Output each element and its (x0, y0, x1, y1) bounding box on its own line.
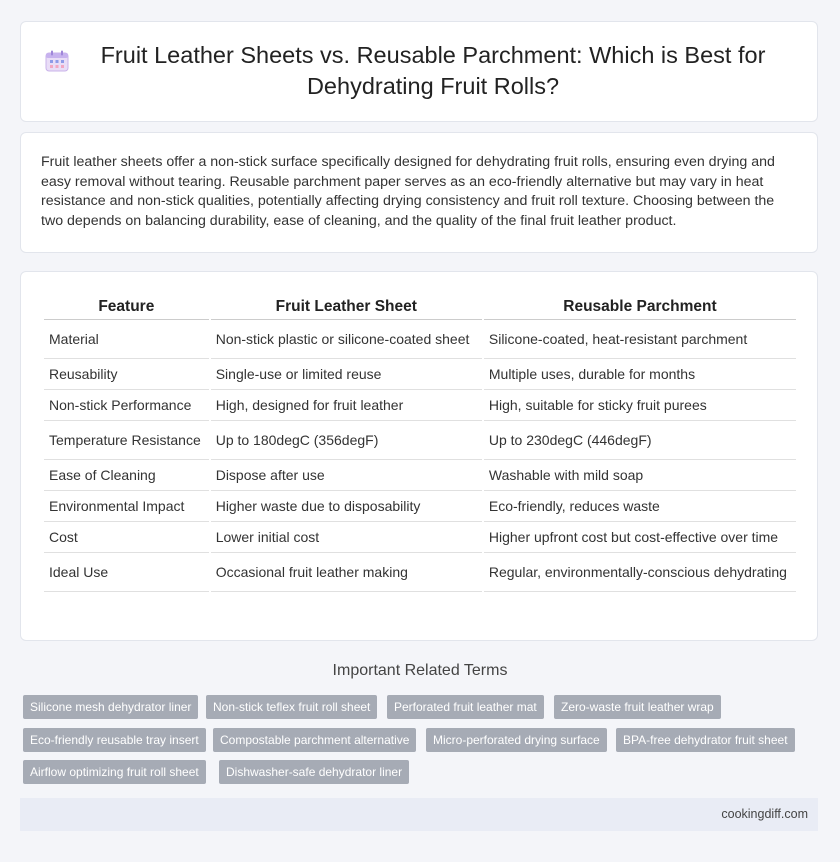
table-cell: Environmental Impact (44, 491, 209, 522)
footer-bar (20, 798, 818, 831)
table-row (44, 553, 796, 592)
column-header-fruit-leather-sheet: Fruit Leather Sheet (211, 294, 482, 320)
related-term-tag[interactable]: Dishwasher-safe dehydrator liner (219, 760, 409, 784)
table-header-row (44, 294, 796, 320)
related-term-tag[interactable]: BPA-free dehydrator fruit sheet (616, 728, 795, 752)
table-cell: Lower initial cost (211, 522, 482, 553)
table-cell: Cost (44, 522, 209, 553)
table-cell: Single-use or limited reuse (211, 359, 482, 390)
table-cell: High, suitable for sticky fruit purees (484, 390, 796, 421)
table-cell: Non-stick Performance (44, 390, 209, 421)
table-cell: High, designed for fruit leather (211, 390, 482, 421)
table-cell: Dispose after use (211, 460, 482, 491)
intro-paragraph: Fruit leather sheets offer a non-stick surface specifically designed for dehydrating fruit rolls, ensuring even drying and easy removal without tearing. Reusable parchment paper serves as an eco-friendly alternative but may vary in heat resistance and non-stick qualities, potentially affecting drying consistency and fruit roll texture. Choosing between the two depends on balancing durability, ease of cleaning, and the quality of the final fruit leather product. (41, 154, 775, 229)
table-cell: Non-stick plastic or silicone-coated sheet (211, 320, 482, 359)
table-cell: Ease of Cleaning (44, 460, 209, 491)
header-card (20, 21, 818, 122)
table-cell: Regular, environmentally-conscious dehydrating (484, 553, 796, 592)
related-term-tag[interactable]: Eco-friendly reusable tray insert (23, 728, 206, 752)
column-header-feature: Feature (44, 294, 209, 320)
table-cell: Multiple uses, durable for months (484, 359, 796, 390)
table-cell: Up to 230degC (446degF) (484, 421, 796, 460)
table-cell: Higher upfront cost but cost-effective over time (484, 522, 796, 553)
table-row (44, 359, 796, 390)
table-row (44, 390, 796, 421)
table-cell: Eco-friendly, reduces waste (484, 491, 796, 522)
table-cell: Reusability (44, 359, 209, 390)
table-cell: Higher waste due to disposability (211, 491, 482, 522)
column-header-reusable-parchment: Reusable Parchment (484, 294, 796, 320)
table-row (44, 491, 796, 522)
related-term-tag[interactable]: Perforated fruit leather mat (387, 695, 544, 719)
footer-site-link[interactable]: cookingdiff.com (721, 807, 808, 821)
comparison-table (42, 294, 798, 592)
table-cell: Material (44, 320, 209, 359)
table-cell: Temperature Resistance (44, 421, 209, 460)
related-term-tag[interactable]: Micro-perforated drying surface (426, 728, 607, 752)
table-row (44, 522, 796, 553)
related-term-tag[interactable]: Airflow optimizing fruit roll sheet (23, 760, 206, 784)
table-cell: Ideal Use (44, 553, 209, 592)
related-terms-heading: Important Related Terms (332, 662, 508, 679)
table-row (44, 460, 796, 491)
related-term-tag[interactable]: Zero-waste fruit leather wrap (554, 695, 721, 719)
page-title: Fruit Leather Sheets vs. Reusable Parchment: Which is Best for Dehydrating Fruit Rolls? (100, 42, 766, 99)
related-term-tag[interactable]: Silicone mesh dehydrator liner (23, 695, 198, 719)
table-cell: Up to 180degC (356degF) (211, 421, 482, 460)
table-cell: Washable with mild soap (484, 460, 796, 491)
comparison-card (20, 271, 818, 641)
related-term-tag[interactable]: Non-stick teflex fruit roll sheet (206, 695, 377, 719)
related-term-tag[interactable]: Compostable parchment alternative (213, 728, 416, 752)
table-cell: Occasional fruit leather making (211, 553, 482, 592)
table-row (44, 320, 796, 359)
table-row (44, 421, 796, 460)
intro-card (20, 132, 818, 253)
table-cell: Silicone-coated, heat-resistant parchment (484, 320, 796, 359)
